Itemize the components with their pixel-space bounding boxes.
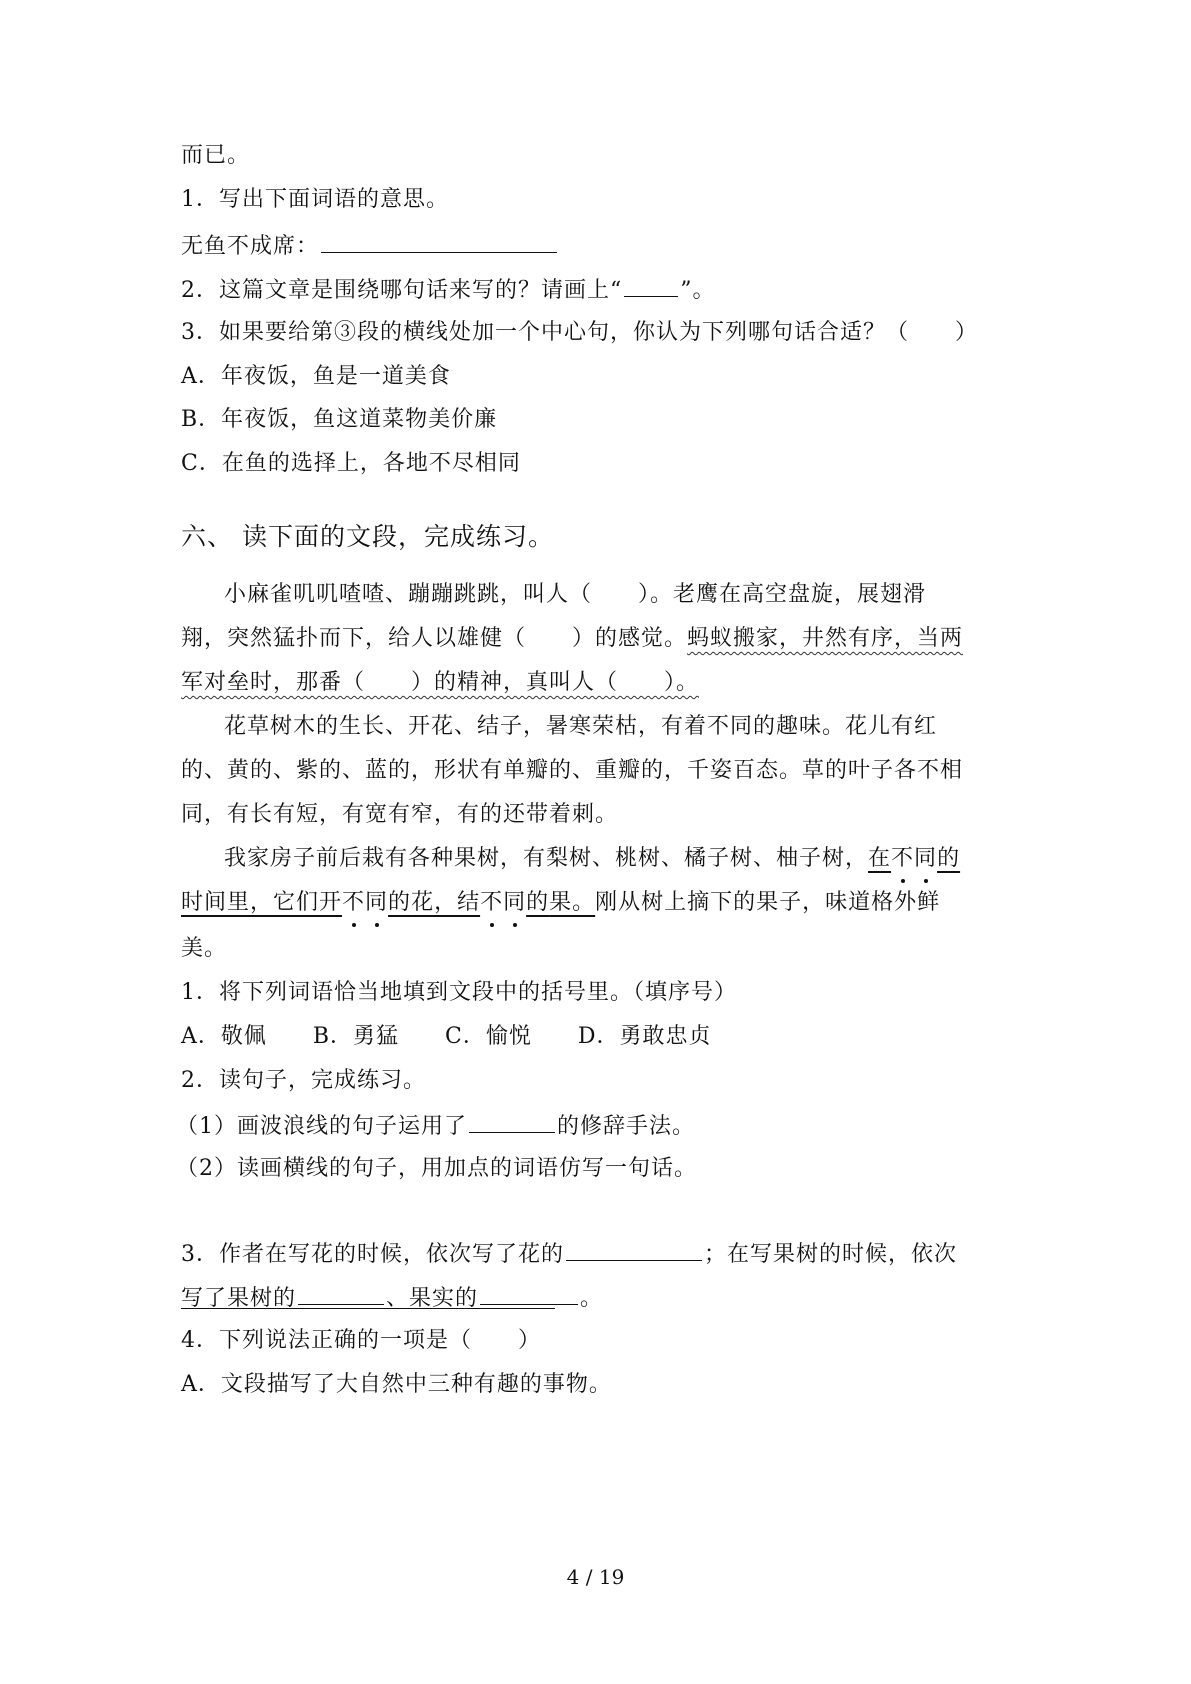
sentence-text: 果。 bbox=[549, 890, 596, 915]
section-heading: 六、 读下面的文段，完成练习。 bbox=[181, 522, 554, 551]
dotted-char: 不 bbox=[891, 844, 914, 874]
dotted-char: 同 bbox=[365, 888, 388, 918]
dotted-char: 不 bbox=[480, 888, 503, 918]
underlined-sentence bbox=[181, 890, 595, 915]
passage-line bbox=[181, 888, 940, 918]
sentence-text: 花，结 bbox=[411, 890, 481, 915]
option-c: C．在鱼的选择上，各地不尽相同 bbox=[181, 451, 521, 476]
passage-line bbox=[224, 844, 960, 874]
question-3-cont bbox=[181, 1282, 603, 1314]
sentence-text: 时间里，它们开 bbox=[181, 890, 343, 915]
dotted-char: 不 bbox=[342, 888, 365, 918]
sentence-char: 的 bbox=[937, 846, 961, 871]
option-a: A．年夜饭，鱼是一道美食 bbox=[181, 364, 451, 389]
wavy-underlined-sentence: 蚂蚁搬家，井然有序，当两 bbox=[687, 626, 964, 651]
option-b: B．年夜饭，鱼这道菜物美价廉 bbox=[181, 407, 498, 432]
question-2-end: ”。 bbox=[680, 278, 716, 303]
passage-text: 翔，突然猛扑而下，给人以雄健（ ）的感觉。 bbox=[181, 626, 688, 651]
question-2: 2．读句子，完成练习。 bbox=[181, 1068, 426, 1093]
sentence-char: 在 bbox=[868, 846, 892, 871]
question-text: ；在写果树的时候，依次 bbox=[704, 1242, 958, 1267]
page-number: 4 / 19 bbox=[566, 1565, 625, 1589]
question-text: 、果实的 bbox=[386, 1286, 479, 1311]
question-text: 3．作者在写花的时候，依次写了花的 bbox=[181, 1242, 564, 1267]
question-text: （1）画波浪线的句子运用了 bbox=[176, 1114, 467, 1139]
answer-blank[interactable] bbox=[566, 1238, 702, 1261]
answer-blank[interactable] bbox=[298, 1282, 384, 1305]
sentence-char: 的 bbox=[526, 890, 550, 915]
question-2-2: （2）读画横线的句子，用加点的词语仿写一句话。 bbox=[176, 1156, 697, 1181]
question-text: 写了果树的 bbox=[181, 1286, 297, 1311]
question-3 bbox=[181, 1238, 957, 1270]
dotted-char: 同 bbox=[503, 888, 526, 918]
answer-blank[interactable] bbox=[469, 1110, 555, 1133]
passage-line: 花草树木的生长、开花、结子，暑寒荣枯，有着不同的趣味。花儿有红 bbox=[224, 714, 938, 739]
passage-line: 同，有长有短，有宽有窄，有的还带着刺。 bbox=[181, 802, 619, 827]
question-text: 。 bbox=[580, 1286, 604, 1311]
passage-line bbox=[181, 624, 963, 654]
question-1: 1．写出下面词语的意思。 bbox=[181, 187, 449, 212]
passage-text: 刚从树上摘下的果子，味道格外鲜 bbox=[595, 890, 941, 915]
passage-line: 美。 bbox=[181, 936, 228, 961]
underlined-sentence bbox=[868, 846, 960, 871]
question-2-1 bbox=[176, 1110, 695, 1142]
answer-blank[interactable] bbox=[321, 230, 557, 253]
option-a: A．文段描写了大自然中三种有趣的事物。 bbox=[181, 1372, 612, 1397]
answer-blank[interactable] bbox=[480, 1282, 578, 1305]
question-1-options: A．敬佩 B．勇猛 C．愉悦 D．勇敢忠贞 bbox=[181, 1024, 712, 1049]
sentence-char: 的 bbox=[388, 890, 412, 915]
wavy-underlined-sentence: 军对垒时，那番（ ）的精神，真叫人（ ）。 bbox=[181, 670, 700, 695]
passage-line: 小麻雀叽叽喳喳、蹦蹦跳跳，叫人（ ）。老鹰在高空盘旋，展翅滑 bbox=[224, 582, 927, 607]
question-2-text: 2．这篇文章是围绕哪句话来写的？请画上“ bbox=[181, 278, 623, 303]
text-line: 而已。 bbox=[181, 143, 251, 168]
question-2 bbox=[181, 274, 716, 306]
question-text: 的修辞手法。 bbox=[557, 1114, 696, 1139]
dotted-char: 同 bbox=[914, 844, 937, 874]
passage-text: 我家房子前后栽有各种果树，有梨树、桃树、橘子树、柚子树， bbox=[224, 846, 869, 871]
question-3: 3．如果要给第③段的横线处加一个中心句，你认为下列哪句话合适？（ ） bbox=[181, 320, 978, 345]
passage-line bbox=[181, 668, 699, 698]
question-4: 4．下列说法正确的一项是（ ） bbox=[181, 1328, 541, 1353]
question-1-prompt bbox=[181, 230, 559, 262]
question-1: 1．将下列词语恰当地填到文段中的括号里。（填序号） bbox=[181, 980, 737, 1005]
passage-line: 的、黄的、紫的、蓝的，形状有单瓣的、重瓣的，千姿百态。草的叶子各不相 bbox=[181, 758, 964, 783]
answer-blank[interactable] bbox=[624, 274, 678, 297]
term-label: 无鱼不成席： bbox=[181, 234, 320, 259]
